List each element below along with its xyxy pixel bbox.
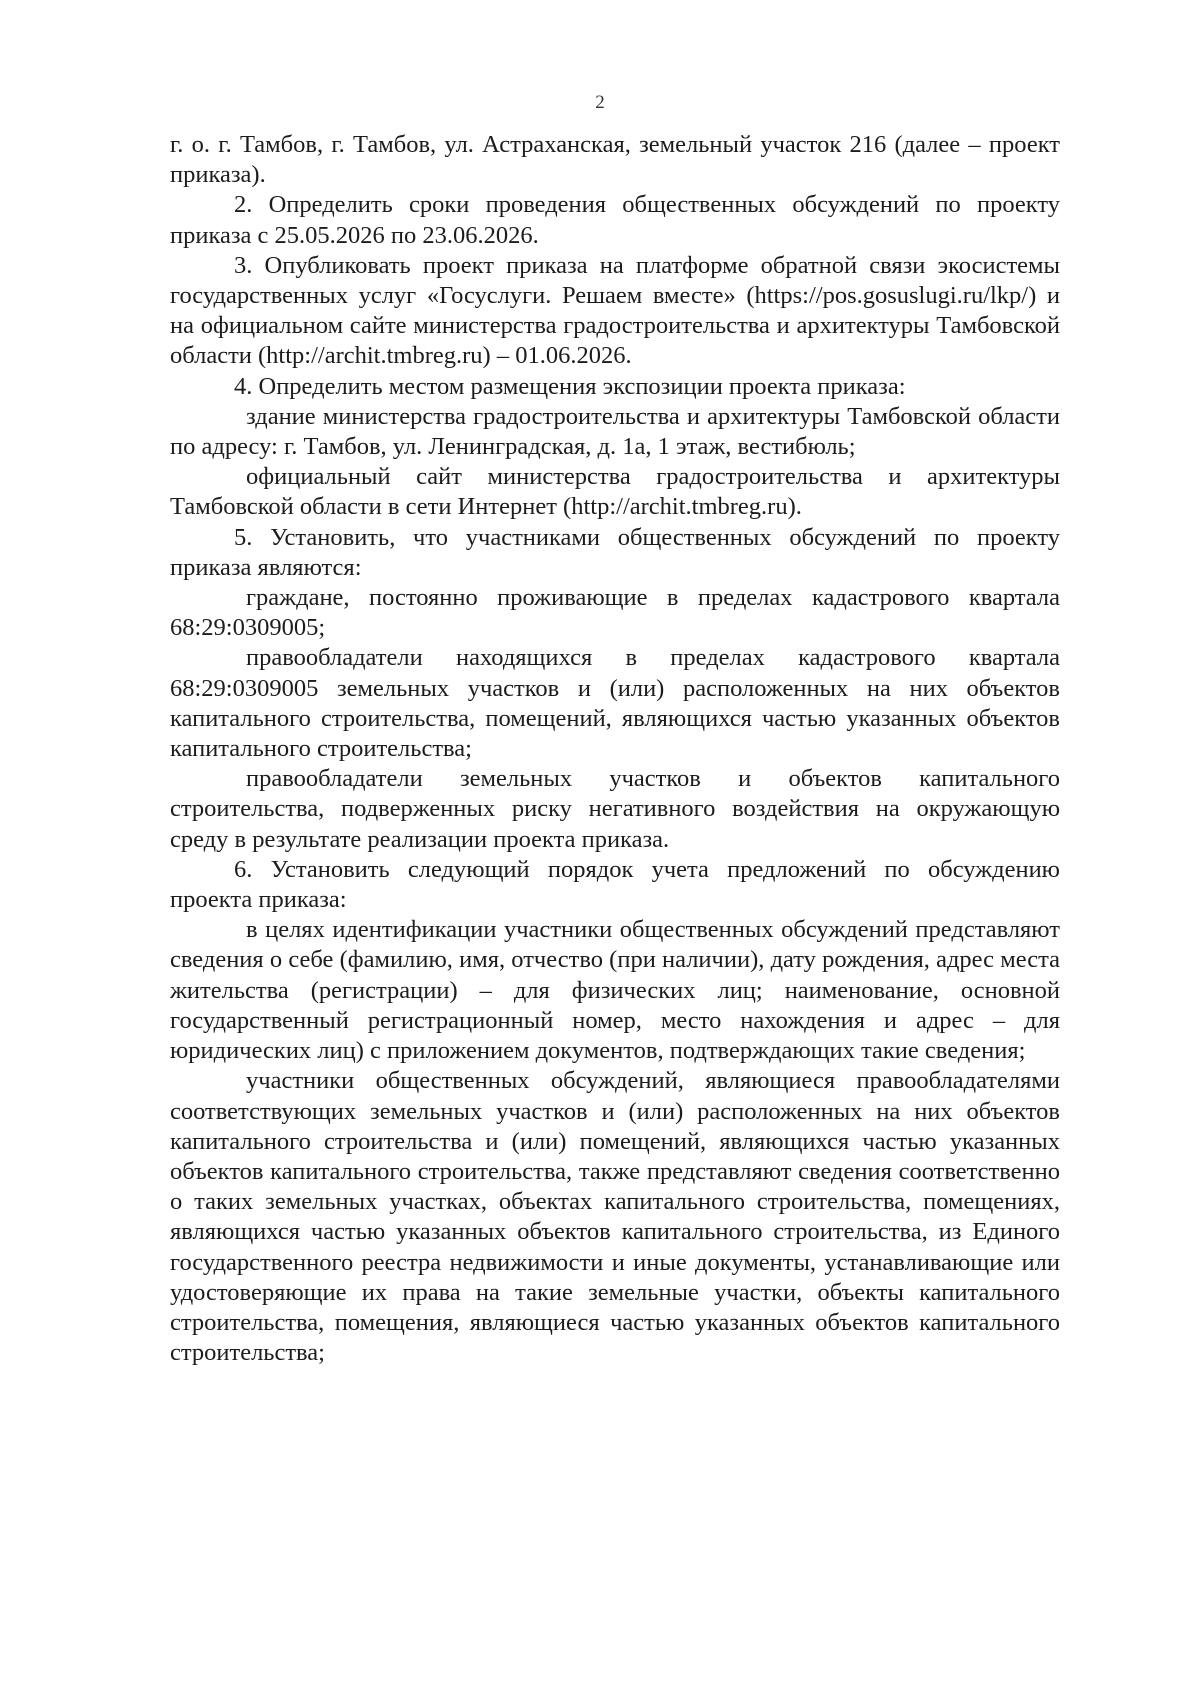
paragraph-item-2: 2. Определить сроки проведения общественных обсуждений по проекту приказа с 25.05.2026 по 23.06.2026.	[170, 191, 1060, 249]
paragraph-item-5: 5. Установить, что участниками общественных обсуждений по проекту приказа являются:	[170, 523, 1060, 581]
paragraph-continuation: г. о. г. Тамбов, г. Тамбов, ул. Астраханская, земельный участок 216 (далее – проект приказа).	[170, 131, 1060, 189]
paragraph-item-5-rightholders-quarter: правообладатели находящихся в пределах кадастрового квартала 68:29:0309005 земельных участков и (или) расположенных на них объектов капитального строительства, помещений, являющихся частью указанных объектов капитального строительства;	[170, 644, 1060, 763]
paragraph-item-6-identification: в целях идентификации участники общественных обсуждений представляют сведения о себе (фамилию, имя, отчество (при наличии), дату рождения, адрес места жительства (регистрации) – для физических лиц; наименование, основной государственный регистрационный номер, место нахождения и адрес – для юридических лиц) с приложением документов, подтверждающих такие сведения;	[170, 916, 1060, 1065]
paragraph-item-4-location-website: официальный сайт министерства градостроительства и архитектуры Тамбовской области в сети Интернет (http://archit.tmbreg.ru).	[170, 463, 1060, 521]
paragraph-item-6-rightholders-documents: участники общественных обсуждений, являющиеся правообладателями соответствующих земельных участков и (или) расположенных на них объектов капитального строительства и (или) помещений, являющихся частью указанных объектов капитального строительства, также представляют сведения соответственно о таких земельных участках, объектах капитального строительства, помещениях, являющихся частью указанных объектов капитального строительства, из Единого государственного реестра недвижимости и иные документы, устанавливающие или удостоверяющие их права на такие земельные участки, объекты капитального строительства, помещения, являющиеся частью указанных объектов капитального строительства;	[170, 1067, 1060, 1367]
document-body	[170, 130, 1060, 1368]
paragraph-item-5-citizens: граждане, постоянно проживающие в пределах кадастрового квартала 68:29:0309005;	[170, 584, 1060, 642]
paragraph-item-3: 3. Опубликовать проект приказа на платформе обратной связи экосистемы государственных услуг «Госуслуги. Решаем вместе» (https://pos.gosuslugi.ru/lkp/) и на официальном сайте министерства градостроительства и архитектуры Тамбовской области (http://archit.tmbreg.ru) – 01.06.2026.	[170, 251, 1060, 370]
paragraph-item-5-rightholders-risk: правообладатели земельных участков и объектов капитального строительства, подверженных риску негативного воздействия на окружающую среду в результате реализации проекта приказа.	[170, 765, 1060, 853]
paragraph-item-6: 6. Установить следующий порядок учета предложений по обсуждению проекта приказа:	[170, 855, 1060, 914]
paragraph-item-4: 4. Определить местом размещения экспозиции проекта приказа:	[234, 372, 906, 400]
paragraph-item-4-location-building: здание министерства градостроительства и архитектуры Тамбовской области по адресу: г. Тамбов, ул. Ленинградская, д. 1а, 1 этаж, вестибюль;	[170, 402, 1060, 461]
page-number: 2	[595, 92, 605, 113]
